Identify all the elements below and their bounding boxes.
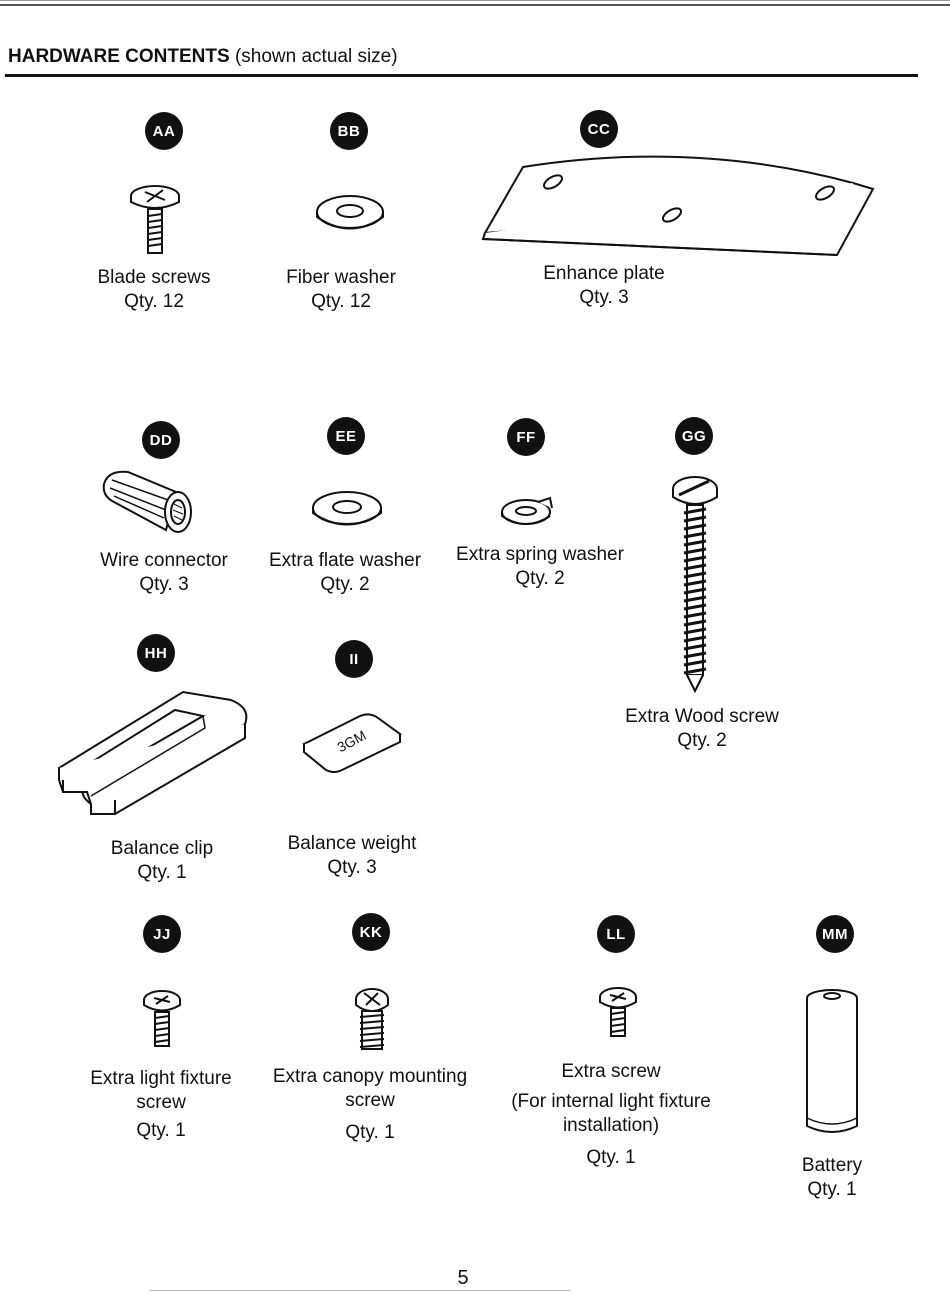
item-label-ee: Extra flate washer Qty. 2: [268, 550, 422, 595]
badge-gg: GG: [675, 417, 713, 455]
wire-connector-icon: [98, 462, 198, 542]
item-label-gg: Extra Wood screw Qty. 2: [625, 706, 779, 751]
balance-clip-icon: [55, 688, 255, 818]
item-label-hh: Balance clip Qty. 1: [110, 838, 214, 883]
enhance-plate-icon: [475, 145, 885, 265]
badge-aa: AA: [145, 112, 183, 150]
fiber-washer-icon: [310, 190, 390, 240]
item-label-ll: Extra screw (For internal light fixture installation) Qty. 1: [511, 1061, 711, 1168]
top-rule: [0, 4, 950, 6]
weight-marking: 3GM: [334, 726, 369, 756]
badge-ii: II: [335, 640, 373, 678]
badge-kk: KK: [352, 913, 390, 951]
badge-hh: HH: [137, 634, 175, 672]
header-rule: [5, 74, 918, 77]
item-label-bb: Fiber washer Qty. 12: [286, 267, 396, 312]
item-label-kk: Extra canopy mounting screw Qty. 1: [272, 1066, 468, 1143]
item-label-jj: Extra light fixture screw Qty. 1: [90, 1068, 232, 1141]
internal-light-screw-icon: [596, 986, 640, 1042]
badge-ll: LL: [597, 915, 635, 953]
light-fixture-screw-icon: [140, 988, 184, 1052]
badge-jj: JJ: [143, 915, 181, 953]
flat-washer-icon: [305, 486, 390, 538]
canopy-screw-icon: [350, 985, 394, 1055]
balance-weight-icon: [298, 712, 406, 774]
item-label-ff: Extra spring washer Qty. 2: [456, 544, 624, 589]
item-label-dd: Wire connector Qty. 3: [100, 550, 228, 595]
item-label-cc: Enhance plate Qty. 3: [543, 263, 665, 308]
page-title: HARDWARE CONTENTS (shown actual size): [8, 46, 398, 67]
spring-washer-icon: [498, 494, 558, 534]
top-rule-thin: [0, 0, 950, 1]
badge-cc: CC: [580, 110, 618, 148]
battery-icon: [803, 986, 861, 1140]
page-number: 5: [457, 1267, 469, 1289]
badge-mm: MM: [816, 915, 854, 953]
badge-ee: EE: [327, 417, 365, 455]
badge-bb: BB: [330, 112, 368, 150]
blade-screw-icon: [125, 180, 185, 260]
wood-screw-icon: [667, 473, 723, 695]
item-label-ii: Balance weight Qty. 3: [287, 833, 417, 878]
badge-dd: DD: [142, 421, 180, 459]
bottom-rule: [150, 1290, 570, 1291]
item-label-mm: Battery Qty. 1: [801, 1155, 863, 1200]
item-label-aa: Blade screws Qty. 12: [97, 267, 211, 312]
badge-ff: FF: [507, 418, 545, 456]
